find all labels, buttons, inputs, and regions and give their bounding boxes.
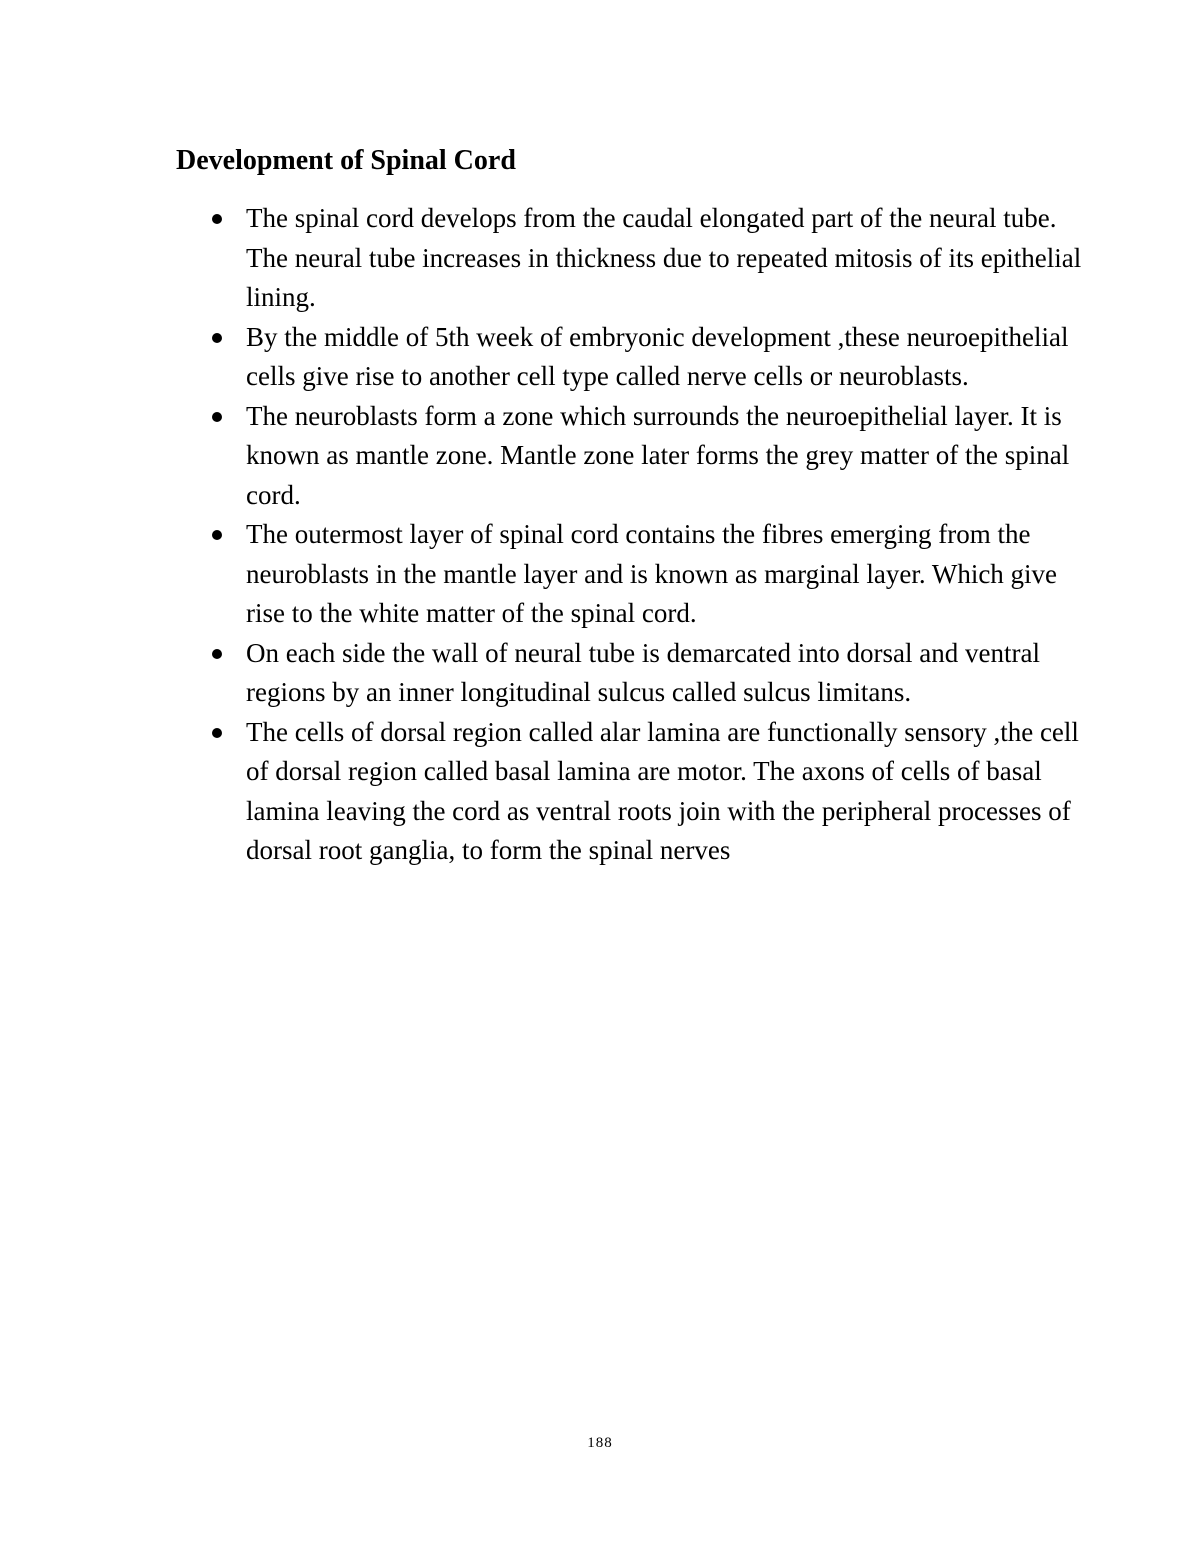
bullet-icon [212,530,222,540]
list-item-text: By the middle of 5th week of embryonic development ,these neuroepithelial cells give rise to another cell type called nerve cells or neuroblasts. [246,321,1069,391]
list-item [211,199,1091,318]
list-item-text: The neuroblasts form a zone which surrounds the neuroepithelial layer. It is known as mantle zone. Mantle zone later forms the grey matter of the spinal cord. [246,400,1070,510]
list-item [211,515,1091,634]
bullet-icon [212,333,222,343]
list-item [211,318,1091,397]
bullet-icon [212,649,222,659]
list-item [211,397,1091,516]
list-item-text: The spinal cord develops from the caudal elongated part of the neural tube. The neural tube increases in thickness due to repeated mitosis of its epithelial lining. [246,203,1082,312]
bullet-icon [212,412,222,422]
list-item-text: The outermost layer of spinal cord contains the fibres emerging from the neuroblasts in the mantle layer and is known as marginal layer. Which give rise to the white matter of the spinal cord. [246,519,1058,628]
list-item-text: The cells of dorsal region called alar lamina are functionally sensory ,the cell of dorsal region called basal lamina are motor. The axons of cells of basal lamina leaving the cord as ventral roots join with the peripheral processes of dorsal root ganglia, to form the spinal nerves [246,716,1079,865]
list-item [211,713,1091,871]
bullet-icon [212,728,222,738]
page-title: Development of Spinal Cord [176,145,516,176]
list-item-text: On each side the wall of neural tube is demarcated into dorsal and ventral regions by an inner longitudinal sulcus called sulcus limitans. [246,637,1040,707]
bullet-list [211,199,1091,871]
page-number: 188 [587,1435,613,1451]
list-item [211,634,1091,713]
bullet-icon [212,214,222,224]
